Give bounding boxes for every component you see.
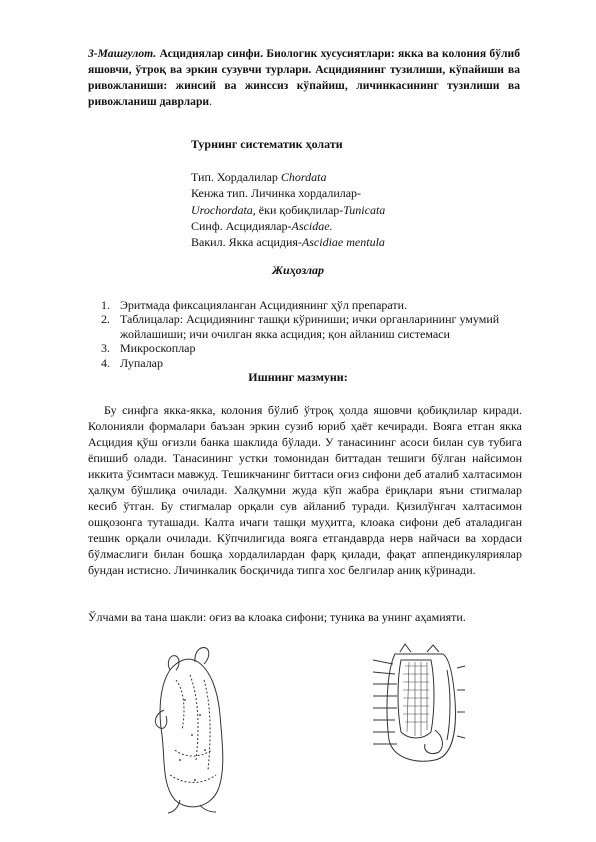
systematics-line-subtype: Кенжа тип. Личинка хордалилар- [191,186,362,201]
lesson-heading [88,46,520,110]
list-item: 3. Микроскоплар [101,341,196,356]
systematics-line-type: Тип. Хордалилар Chordata [191,170,327,184]
lesson-number: 3-Машғулот. [88,47,157,60]
equipment-list [101,298,521,370]
equipment-title: Жиҳозлар [271,263,325,277]
body-last-line: Ўлчами ва тана шакли: оғиз ва клоака сифони; туника ва унинг аҳамияти. [88,610,466,624]
lesson-topic: Асцидиялар синфи. Биологик хусусиятлари: якка ва колония бўлиб яшовчи, ўтроқ ва эркин сузувчи турлари. Асцидиянинг тузилиши, кўпайиши ва ривожланиши: жинсий ва жинссиз кўпайиш, личинкасининг тузилиши ва ривожланиш даврлари [88,47,520,108]
list-item: 2. Таблицалар: Асцидиянинг ташқи кўриниши; ички органларининг умумий жойлашиши; ичи очилган якка асцидия; қон айланиш системаси [101,312,500,341]
body-paragraph: Бу синфга якка-якка, колония бўлиб ўтроқ ҳолда яшовчи қобиқлилар киради. Колонияли формалари баъзан эркин сузиб юриб ҳаёт кечиради. Вояга етган якка Асцидия қўш оғизли банка шаклида бўлади. У танасининг асоси билан сув тубига ёпишиб олади. Танасининг устки томонидан биттадан тешиги бўлган найсимон иккита ўсимтаси мавжуд. Тешикчанинг биттаси оғиз сифони деб аталиб халтасимон ҳалқум бўшлиқа очилади. Халқумни жуда кўп жабра ёриқлари яъни стигмалар кесиб ўтган. Бу стигмалар орқали сув айланиб туради. Қизилўнгач халтасимон ошқозонга туташади. Калта ичаги ташқи муҳитга, клоака сифони деб аталадиган тешик орқали очилади. Кўпчилигида вояга етгандаврда нерв найчаси ва хордаси бўлмаслиги билан бошқа хордалилардан фарқ қилади, фақат аппендикуляриялар бундан истисно. Личинкалик босқичида типга хос белгилар аниқ кўринади. [88,403,522,577]
lesson-topic-end: . [209,95,212,108]
list-item: 4. Лупалар [101,355,164,370]
list-item: 1. Эритмада фиксацияланган Асцидиянинг ҳўл препарати. [101,298,408,312]
systematics-line-species: Вакил. Якка асцидия-Ascidiae mentula [191,235,385,250]
systematics-line-class: Синф. Асцидиялар-Ascidae. [191,218,333,233]
work-content-body [88,402,522,578]
work-content-title: Ишнинг мазмуни: [248,370,348,384]
ascidian-internal-anatomy-illustration [365,640,475,770]
ascidian-external-illustration [140,640,240,815]
systematics-block [191,169,385,250]
systematics-line-subtype-cont: Urochordata, ёки қобиқлилар-Tunicata [191,202,386,217]
systematics-title: Турнинг систематик ҳолати [191,137,343,151]
